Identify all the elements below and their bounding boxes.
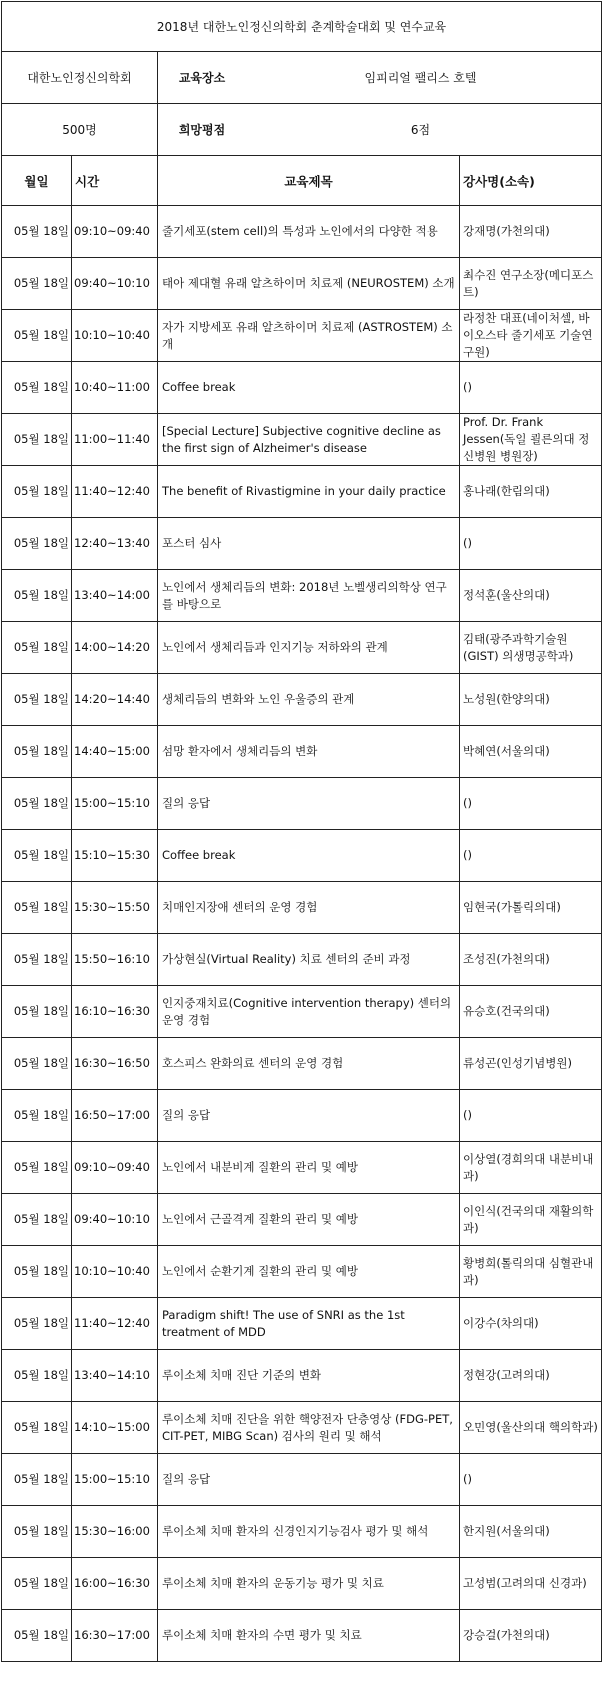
session-time: 10:10~10:40	[72, 310, 158, 362]
session-speaker: 한지원(서울의대)	[460, 1506, 602, 1558]
table-row	[2, 1090, 602, 1142]
session-time: 15:30~15:50	[72, 882, 158, 934]
session-speaker: 김태(광주과학기술원(GIST) 의생명공학과)	[460, 622, 602, 674]
session-date: 05월 18일	[2, 258, 72, 310]
session-topic: 포스터 심사	[158, 518, 460, 570]
session-date: 05월 18일	[2, 986, 72, 1038]
session-date: 05월 18일	[2, 1402, 72, 1454]
session-speaker: 박혜연(서울의대)	[460, 726, 602, 778]
session-time: 12:40~13:40	[72, 518, 158, 570]
session-speaker: ()	[460, 1090, 602, 1142]
session-date: 05월 18일	[2, 1090, 72, 1142]
session-time: 16:30~17:00	[72, 1610, 158, 1662]
session-topic: 생체리듬의 변화와 노인 우울증의 관계	[158, 674, 460, 726]
venue-value: 임피리얼 팰리스 호텔	[364, 71, 477, 85]
session-speaker: Prof. Dr. Frank Jessen(독일 쾰른의대 정신병원 병원장)	[460, 414, 602, 466]
session-topic: 루이소체 치매 진단을 위한 핵양전자 단층영상 (FDG-PET, CIT-PET, MIBG Scan) 검사의 원리 및 해석	[158, 1402, 460, 1454]
session-speaker: 오민영(울산의대 핵의학과)	[460, 1402, 602, 1454]
session-time: 14:20~14:40	[72, 674, 158, 726]
session-date: 05월 18일	[2, 882, 72, 934]
session-topic: Coffee break	[158, 362, 460, 414]
session-topic: 가상현실(Virtual Reality) 치료 센터의 준비 과정	[158, 934, 460, 986]
table-row	[2, 206, 602, 258]
session-speaker: 정석훈(울산의대)	[460, 570, 602, 622]
session-time: 10:40~11:00	[72, 362, 158, 414]
session-topic: 질의 응답	[158, 778, 460, 830]
info-row-venue	[2, 52, 602, 104]
session-speaker: 황병희(톨릭의대 심혈관내과)	[460, 1246, 602, 1298]
session-speaker: 류성곤(인성기념병원)	[460, 1038, 602, 1090]
session-time: 10:10~10:40	[72, 1246, 158, 1298]
session-date: 05월 18일	[2, 1558, 72, 1610]
session-topic: 치매인지장애 센터의 운영 경험	[158, 882, 460, 934]
session-speaker: ()	[460, 518, 602, 570]
credit-label-text: 희망평점	[178, 123, 226, 137]
session-speaker: ()	[460, 362, 602, 414]
session-time: 13:40~14:10	[72, 1350, 158, 1402]
title-row	[2, 2, 602, 52]
session-speaker: 임현국(가톨릭의대)	[460, 882, 602, 934]
table-row	[2, 778, 602, 830]
table-row	[2, 466, 602, 518]
table-row	[2, 1246, 602, 1298]
session-date: 05월 18일	[2, 778, 72, 830]
schedule-table	[1, 1, 602, 1662]
session-date: 05월 18일	[2, 1610, 72, 1662]
organizer-value: 대한노인정신의학회	[2, 52, 158, 104]
session-time: 16:50~17:00	[72, 1090, 158, 1142]
table-row	[2, 1350, 602, 1402]
session-topic: 자가 지방세포 유래 알츠하이머 치료제 (ASTROSTEM) 소개	[158, 310, 460, 362]
session-speaker: ()	[460, 830, 602, 882]
session-topic: Coffee break	[158, 830, 460, 882]
session-topic: 노인에서 생체리듬과 인지기능 저하와의 관계	[158, 622, 460, 674]
session-time: 11:40~12:40	[72, 466, 158, 518]
table-row	[2, 258, 602, 310]
session-time: 15:50~16:10	[72, 934, 158, 986]
session-speaker: 조성진(가천의대)	[460, 934, 602, 986]
session-topic: 노인에서 순환기계 질환의 관리 및 예방	[158, 1246, 460, 1298]
table-row	[2, 414, 602, 466]
session-date: 05월 18일	[2, 1454, 72, 1506]
session-speaker: 홍나래(한림의대)	[460, 466, 602, 518]
table-row	[2, 726, 602, 778]
table-row	[2, 518, 602, 570]
session-time: 15:10~15:30	[72, 830, 158, 882]
header-topic: 교육제목	[158, 156, 460, 206]
session-speaker: 이상열(경희의대 내분비내과)	[460, 1142, 602, 1194]
session-topic: 노인에서 근골격계 질환의 관리 및 예방	[158, 1194, 460, 1246]
session-speaker: 정현강(고려의대)	[460, 1350, 602, 1402]
session-topic: 태아 제대혈 유래 알츠하이머 치료제 (NEUROSTEM) 소개	[158, 258, 460, 310]
session-topic: 섬망 환자에서 생체리듬의 변화	[158, 726, 460, 778]
table-row	[2, 1610, 602, 1662]
session-speaker: 강재명(가천의대)	[460, 206, 602, 258]
session-topic: 노인에서 내분비계 질환의 관리 및 예방	[158, 1142, 460, 1194]
session-date: 05월 18일	[2, 1506, 72, 1558]
session-topic: 루이소체 치매 환자의 수면 평가 및 치료	[158, 1610, 460, 1662]
table-row	[2, 1402, 602, 1454]
session-topic: Paradigm shift! The use of SNRI as the 1st treatment of MDD	[158, 1298, 460, 1350]
session-time: 09:10~09:40	[72, 206, 158, 258]
table-row	[2, 310, 602, 362]
session-date: 05월 18일	[2, 1038, 72, 1090]
session-time: 16:30~16:50	[72, 1038, 158, 1090]
session-topic: 호스피스 완화의료 센터의 운영 경험	[158, 1038, 460, 1090]
table-row	[2, 1142, 602, 1194]
table-row	[2, 1194, 602, 1246]
credit-label	[158, 104, 602, 156]
page-title: 2018년 대한노인정신의학회 춘계학술대회 및 연수교육	[2, 2, 602, 52]
session-date: 05월 18일	[2, 310, 72, 362]
session-date: 05월 18일	[2, 934, 72, 986]
table-row	[2, 830, 602, 882]
session-time: 09:40~10:10	[72, 258, 158, 310]
session-topic: 질의 응답	[158, 1454, 460, 1506]
session-date: 05월 18일	[2, 466, 72, 518]
session-speaker: 이인식(건국의대 재활의학과)	[460, 1194, 602, 1246]
session-topic: [Special Lecture] Subjective cognitive decline as the first sign of Alzheimer's disease	[158, 414, 460, 466]
session-speaker: 라정찬 대표(네이처셀, 바이오스타 줄기세포 기술연구원)	[460, 310, 602, 362]
session-topic: 인지중재치료(Cognitive intervention therapy) 센터의 운영 경험	[158, 986, 460, 1038]
session-speaker: 강승걸(가천의대)	[460, 1610, 602, 1662]
session-date: 05월 18일	[2, 674, 72, 726]
session-topic: 노인에서 생체리듬의 변화: 2018년 노벨생리의학상 연구를 바탕으로	[158, 570, 460, 622]
table-row	[2, 622, 602, 674]
session-speaker: 노성원(한양의대)	[460, 674, 602, 726]
table-row	[2, 674, 602, 726]
session-date: 05월 18일	[2, 362, 72, 414]
credit-value: 6점	[410, 123, 431, 137]
table-row	[2, 1298, 602, 1350]
venue-label	[158, 52, 602, 104]
session-date: 05월 18일	[2, 622, 72, 674]
session-time: 13:40~14:00	[72, 570, 158, 622]
session-topic: 질의 응답	[158, 1090, 460, 1142]
table-row	[2, 362, 602, 414]
session-time: 14:40~15:00	[72, 726, 158, 778]
session-topic: 루이소체 치매 진단 기준의 변화	[158, 1350, 460, 1402]
session-date: 05월 18일	[2, 1350, 72, 1402]
session-time: 11:40~12:40	[72, 1298, 158, 1350]
table-row	[2, 1454, 602, 1506]
session-speaker: 유승호(건국의대)	[460, 986, 602, 1038]
capacity-value: 500명	[2, 104, 158, 156]
session-date: 05월 18일	[2, 570, 72, 622]
header-speaker: 강사명(소속)	[460, 156, 602, 206]
session-time: 15:30~16:00	[72, 1506, 158, 1558]
session-topic: 루이소체 치매 환자의 운동기능 평가 및 치료	[158, 1558, 460, 1610]
session-date: 05월 18일	[2, 414, 72, 466]
session-speaker: ()	[460, 778, 602, 830]
session-speaker: 이강수(차의대)	[460, 1298, 602, 1350]
session-date: 05월 18일	[2, 726, 72, 778]
session-time: 15:00~15:10	[72, 778, 158, 830]
table-row	[2, 1038, 602, 1090]
session-time: 14:00~14:20	[72, 622, 158, 674]
table-row	[2, 570, 602, 622]
session-speaker: ()	[460, 1454, 602, 1506]
session-time: 14:10~15:00	[72, 1402, 158, 1454]
session-time: 16:00~16:30	[72, 1558, 158, 1610]
table-row	[2, 1558, 602, 1610]
session-date: 05월 18일	[2, 1246, 72, 1298]
session-time: 15:00~15:10	[72, 1454, 158, 1506]
table-row	[2, 1506, 602, 1558]
table-row	[2, 934, 602, 986]
session-speaker: 최수진 연구소장(메디포스트)	[460, 258, 602, 310]
session-date: 05월 18일	[2, 1194, 72, 1246]
table-row	[2, 882, 602, 934]
session-time: 16:10~16:30	[72, 986, 158, 1038]
header-date: 월일	[2, 156, 72, 206]
venue-label-text: 교육장소	[178, 71, 226, 85]
session-topic: 줄기세포(stem cell)의 특성과 노인에서의 다양한 적용	[158, 206, 460, 258]
session-date: 05월 18일	[2, 518, 72, 570]
session-date: 05월 18일	[2, 206, 72, 258]
header-row	[2, 156, 602, 206]
session-time: 09:40~10:10	[72, 1194, 158, 1246]
session-topic: The benefit of Rivastigmine in your daily practice	[158, 466, 460, 518]
session-time: 09:10~09:40	[72, 1142, 158, 1194]
session-date: 05월 18일	[2, 830, 72, 882]
info-row-credit	[2, 104, 602, 156]
session-speaker: 고성범(고려의대 신경과)	[460, 1558, 602, 1610]
session-time: 11:00~11:40	[72, 414, 158, 466]
table-row	[2, 986, 602, 1038]
session-date: 05월 18일	[2, 1142, 72, 1194]
session-topic: 루이소체 치매 환자의 신경인지기능검사 평가 및 해석	[158, 1506, 460, 1558]
header-time: 시간	[72, 156, 158, 206]
session-date: 05월 18일	[2, 1298, 72, 1350]
